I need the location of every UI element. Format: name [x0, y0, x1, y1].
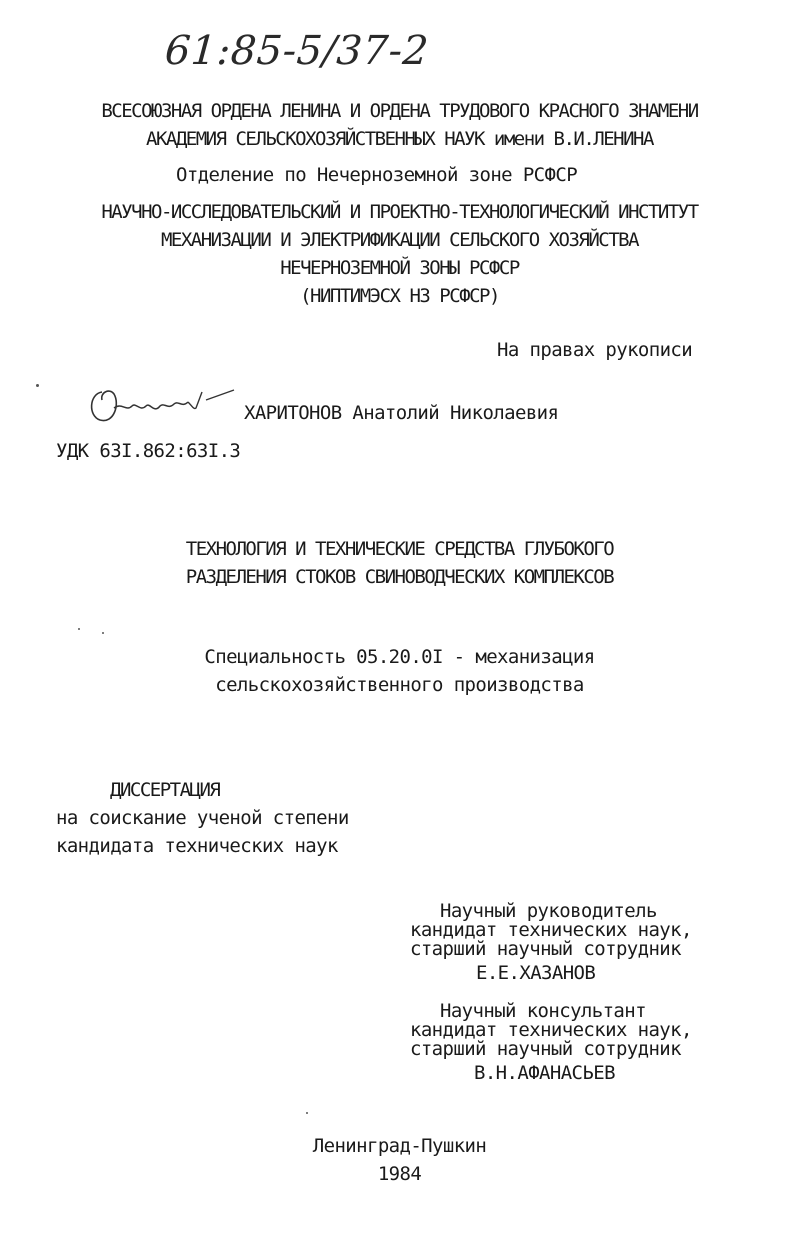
specialty-line-2: сельскохозяйственного производства — [215, 674, 584, 696]
institute-line-3: НЕЧЕРНОЗЕМНОЙ ЗОНЫ РСФСР — [280, 257, 519, 279]
consultant-name: В.Н.АФАНАСЬЕВ — [474, 1062, 615, 1084]
institute-line-4: (НИПТИМЭСХ НЗ РСФСР) — [300, 285, 499, 307]
dissertation-label: ДИССЕРТАЦИЯ — [110, 779, 220, 801]
scan-speck — [78, 628, 80, 630]
author-signature — [84, 380, 244, 430]
institute-line-2: МЕХАНИЗАЦИИ И ЭЛЕКТРИФИКАЦИИ СЕЛЬСКОГО ХОЗЯЙСТВА — [160, 229, 639, 251]
specialty-line-1: Специальность 05.20.0I - механизация — [204, 646, 595, 668]
dissertation-degree-line-1: на соискание ученой степени — [56, 807, 349, 829]
supervisor-degree: кандидат технических наук, — [410, 919, 692, 941]
consultant-position: старший научный сотрудник — [410, 1038, 681, 1060]
consultant-degree: кандидат технических наук, — [410, 1019, 692, 1041]
author-name: ХАРИТОНОВ Анатолий Николаевия — [244, 402, 559, 424]
publication-year: 1984 — [377, 1163, 422, 1185]
dissertation-degree-line-2: кандидата технических наук — [56, 835, 338, 857]
manuscript-rights: На правах рукописи — [497, 339, 693, 361]
title-line-1: ТЕХНОЛОГИЯ И ТЕХНИЧЕСКИЕ СРЕДСТВА ГЛУБОКОГО — [185, 538, 614, 560]
institute-line-1: НАУЧНО-ИССЛЕДОВАТЕЛЬСКИЙ И ПРОЕКТНО-ТЕХНОЛОГИЧЕСКИЙ ИНСТИТУТ — [101, 201, 698, 223]
scan-speck — [102, 632, 104, 634]
department-line: Отделение по Нечерноземной зоне РСФСР — [176, 164, 578, 186]
academy-line-1: ВСЕСОЮЗНАЯ ОРДЕНА ЛЕНИНА И ОРДЕНА ТРУДОВОГО КРАСНОГО ЗНАМЕНИ — [101, 100, 698, 122]
supervisor-name: Е.Е.ХАЗАНОВ — [476, 962, 596, 984]
udc-code: УДК 63I.862:63I.3 — [56, 440, 241, 462]
scan-speck — [306, 1112, 308, 1114]
archive-number-handwritten: 61:85-5/37-2 — [163, 28, 431, 74]
title-line-2: РАЗДЕЛЕНИЯ СТОКОВ СВИНОВОДЧЕСКИХ КОМПЛЕКСОВ — [185, 566, 614, 588]
publication-place: Ленинград-Пушкин — [312, 1135, 487, 1157]
consultant-role: Научный консультант — [440, 1000, 646, 1022]
supervisor-role: Научный руководитель — [440, 900, 657, 922]
academy-line-2: АКАДЕМИЯ СЕЛЬСКОХОЗЯЙСТВЕННЫХ НАУК имени В.И.ЛЕНИНА — [146, 128, 653, 150]
scan-speck — [36, 384, 39, 387]
supervisor-position: старший научный сотрудник — [410, 938, 681, 960]
